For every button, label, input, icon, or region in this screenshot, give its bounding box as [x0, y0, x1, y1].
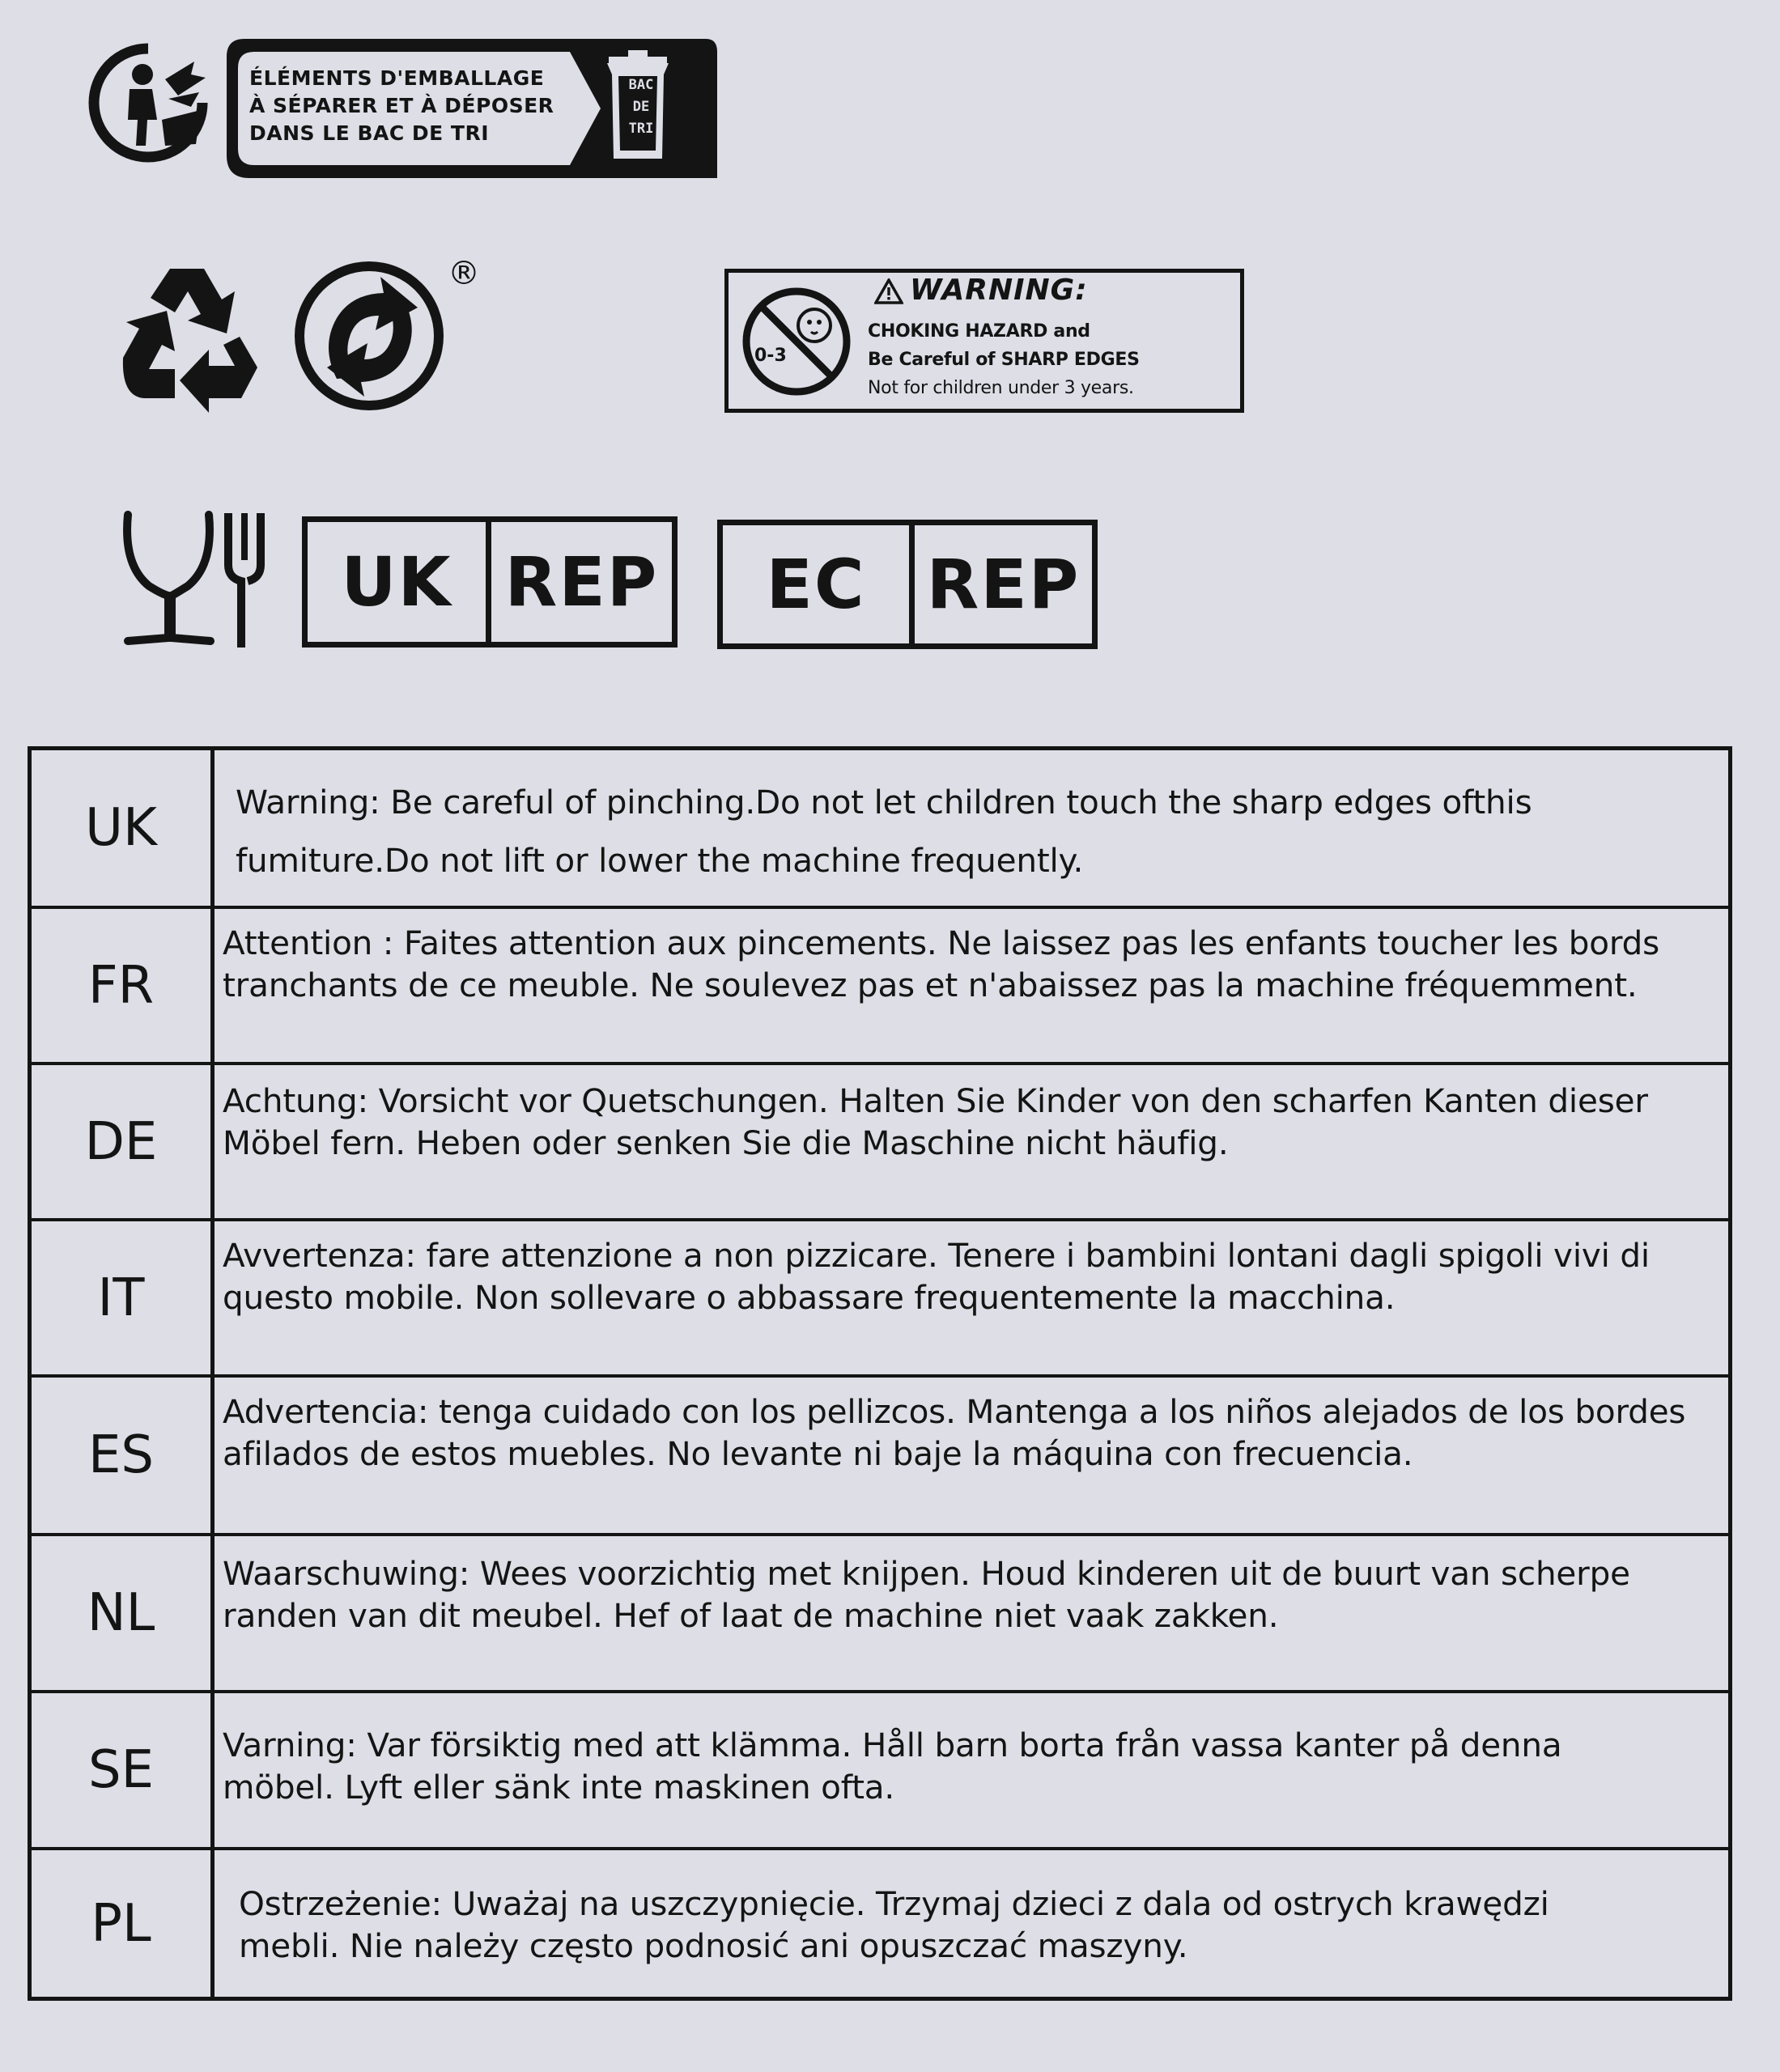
warning-title — [874, 274, 1088, 308]
registered-mark: ® — [448, 255, 480, 292]
warning-text: Warning: Be careful of pinching.Do not let children touch the sharp edges ofthis fumiture.Do not lift or lower the machine frequently. — [236, 783, 1532, 880]
warning-title-text: WARNING: — [910, 274, 1088, 307]
multilingual-warning-table — [28, 746, 1732, 2001]
warning-text: Achtung: Vorsicht vor Quetschungen. Halten Sie Kinder von den scharfen Kanten dieser Möbel fern. Heben oder senken Sie die Maschine nicht häufig. — [223, 1081, 1648, 1162]
warning-text: Attention : Faites attention aux pincements. Ne laissez pas les enfants toucher les bords tranchants de ce meuble. Ne soulevez pas et n'abaissez pas la machine fréquemment. — [223, 923, 1660, 1004]
bin-label-line: TRI — [628, 121, 654, 137]
triman-line: À SÉPARER ET À DÉPOSER — [249, 94, 554, 117]
triman-text — [249, 65, 589, 147]
language-code: UK — [32, 750, 215, 906]
warning-text: Waarschuwing: Wees voorzichtig met knijpen. Houd kinderen uit de buurt van scherpe randen van dit meubel. Hef of laat de machine niet vaak zakken. — [223, 1554, 1630, 1635]
language-code: ES — [32, 1378, 215, 1533]
warning-triangle-icon — [874, 278, 903, 304]
table-row — [32, 750, 1728, 909]
language-code: NL — [32, 1536, 215, 1690]
warning-text: Avvertenza: fare attenzione a non pizzicare. Tenere i bambini lontani dagli spigoli vivi di questo mobile. Non sollevare o abbassare frequentemente la macchina. — [223, 1236, 1650, 1317]
warning-text: Ostrzeżenie: Uważaj na uszczypnięcie. Trzymaj dzieci z dala od ostrych krawędzi mebli. Nie należy często podnosić ani opuszczać maszyny. — [239, 1884, 1549, 1965]
food-safe-glass-fork-icon — [121, 508, 267, 651]
warning-line: Be Careful of SHARP EDGES — [868, 350, 1140, 370]
table-row — [32, 909, 1728, 1065]
language-code: FR — [32, 909, 215, 1062]
table-row — [32, 1850, 1728, 1997]
warning-text: Advertencia: tenga cuidado con los pellizcos. Mantenga a los niños alejados de los bordes afilados de estos muebles. No levante ni baje la máquina con frecuencia. — [223, 1392, 1686, 1473]
bin-label-line: DE — [632, 99, 650, 115]
bin-label-line: BAC — [628, 77, 654, 93]
warning-text: Varning: Var försiktig med att klämma. Håll barn borta från vassa kanter på denna möbel. Lyft eller sänk inte maskinen ofta. — [223, 1726, 1562, 1807]
table-row — [32, 1065, 1728, 1221]
uk-rep-box — [302, 516, 678, 648]
ec-rep-box — [717, 520, 1098, 649]
triman-line: DANS LE BAC DE TRI — [249, 121, 490, 145]
sorting-bin-label — [612, 74, 670, 140]
table-row — [32, 1378, 1728, 1536]
recycle-icon — [113, 259, 275, 413]
table-row — [32, 1536, 1728, 1693]
table-row — [32, 1221, 1728, 1378]
uk-rep-right: REP — [486, 522, 672, 642]
warning-lines — [868, 317, 1140, 402]
age-label: 0-3 — [754, 346, 787, 366]
table-row — [32, 1693, 1728, 1850]
language-code: PL — [32, 1850, 215, 1997]
warning-line: Not for children under 3 years. — [868, 378, 1134, 398]
triman-line: ÉLÉMENTS D'EMBALLAGE — [249, 66, 545, 90]
language-code: IT — [32, 1221, 215, 1374]
triman-icon — [87, 42, 209, 163]
uk-rep-left: UK — [341, 542, 452, 622]
ec-rep-left: EC — [766, 545, 866, 624]
language-code: SE — [32, 1693, 215, 1847]
green-dot-icon — [288, 257, 450, 414]
no-children-0-3-icon — [737, 285, 856, 398]
warning-line: CHOKING HAZARD and — [868, 321, 1090, 342]
ec-rep-right: REP — [909, 525, 1092, 643]
language-code: DE — [32, 1065, 215, 1218]
